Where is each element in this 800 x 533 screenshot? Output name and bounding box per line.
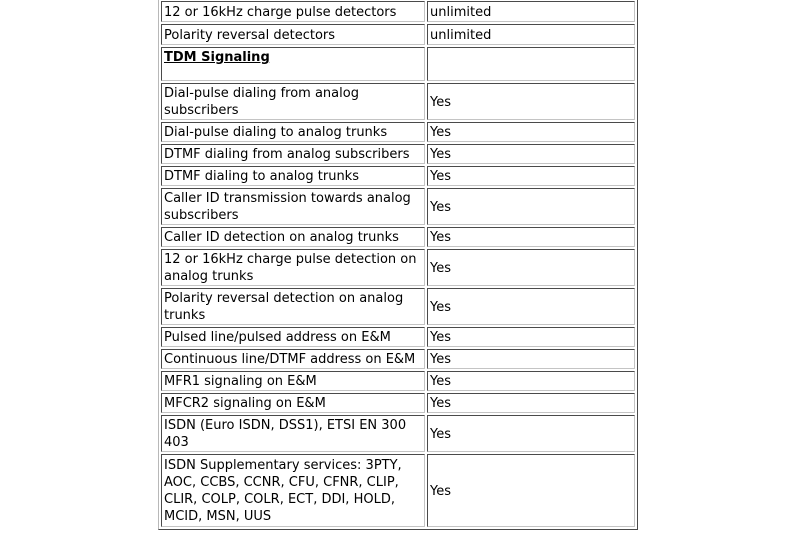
value-cell: Yes [427,83,635,120]
feature-cell: MFCR2 signaling on E&M [161,393,425,413]
value-cell: Yes [427,122,635,142]
feature-cell: Polarity reversal detection on analog trunks [161,288,425,325]
value-cell: unlimited [427,24,635,45]
table-row [161,24,635,45]
table-row [161,371,635,391]
spec-table [158,0,638,530]
value-cell: Yes [427,454,635,527]
value-cell: unlimited [427,1,635,22]
value-cell: Yes [427,188,635,225]
feature-cell: Dial-pulse dialing from analog subscribers [161,83,425,120]
table-row [161,144,635,164]
feature-cell: Pulsed line/pulsed address on E&M [161,327,425,347]
feature-cell: Dial-pulse dialing to analog trunks [161,122,425,142]
feature-cell: 12 or 16kHz charge pulse detection on analog trunks [161,249,425,286]
feature-cell: ISDN Supplementary services: 3PTY, AOC, CCBS, CCNR, CFU, CFNR, CLIP, CLIR, COLP, COLR, ECT, DDI, HOLD, MCID, MSN, UUS [161,454,425,527]
feature-cell: 12 or 16kHz charge pulse detectors [161,1,425,22]
table-row [161,349,635,369]
feature-cell: MFR1 signaling on E&M [161,371,425,391]
feature-cell: DTMF dialing to analog trunks [161,166,425,186]
value-cell: Yes [427,393,635,413]
table-row [161,1,635,22]
section-header-row [161,47,635,81]
table-row [161,166,635,186]
table-row [161,454,635,527]
table-row [161,188,635,225]
section-title: TDM Signaling [161,47,425,81]
table-row [161,393,635,413]
table-row [161,122,635,142]
feature-cell: Caller ID transmission towards analog subscribers [161,188,425,225]
value-cell: Yes [427,327,635,347]
section-value-cell [427,47,635,81]
value-cell: Yes [427,371,635,391]
feature-cell: Continuous line/DTMF address on E&M [161,349,425,369]
table-row [161,227,635,247]
value-cell: Yes [427,227,635,247]
feature-cell: DTMF dialing from analog subscribers [161,144,425,164]
table-row [161,83,635,120]
feature-cell: ISDN (Euro ISDN, DSS1), ETSI EN 300 403 [161,415,425,452]
table-row [161,288,635,325]
value-cell: Yes [427,288,635,325]
feature-cell: Polarity reversal detectors [161,24,425,45]
value-cell: Yes [427,415,635,452]
table-row [161,249,635,286]
value-cell: Yes [427,166,635,186]
value-cell: Yes [427,249,635,286]
feature-cell: Caller ID detection on analog trunks [161,227,425,247]
table-row [161,415,635,452]
value-cell: Yes [427,144,635,164]
table-row [161,327,635,347]
value-cell: Yes [427,349,635,369]
